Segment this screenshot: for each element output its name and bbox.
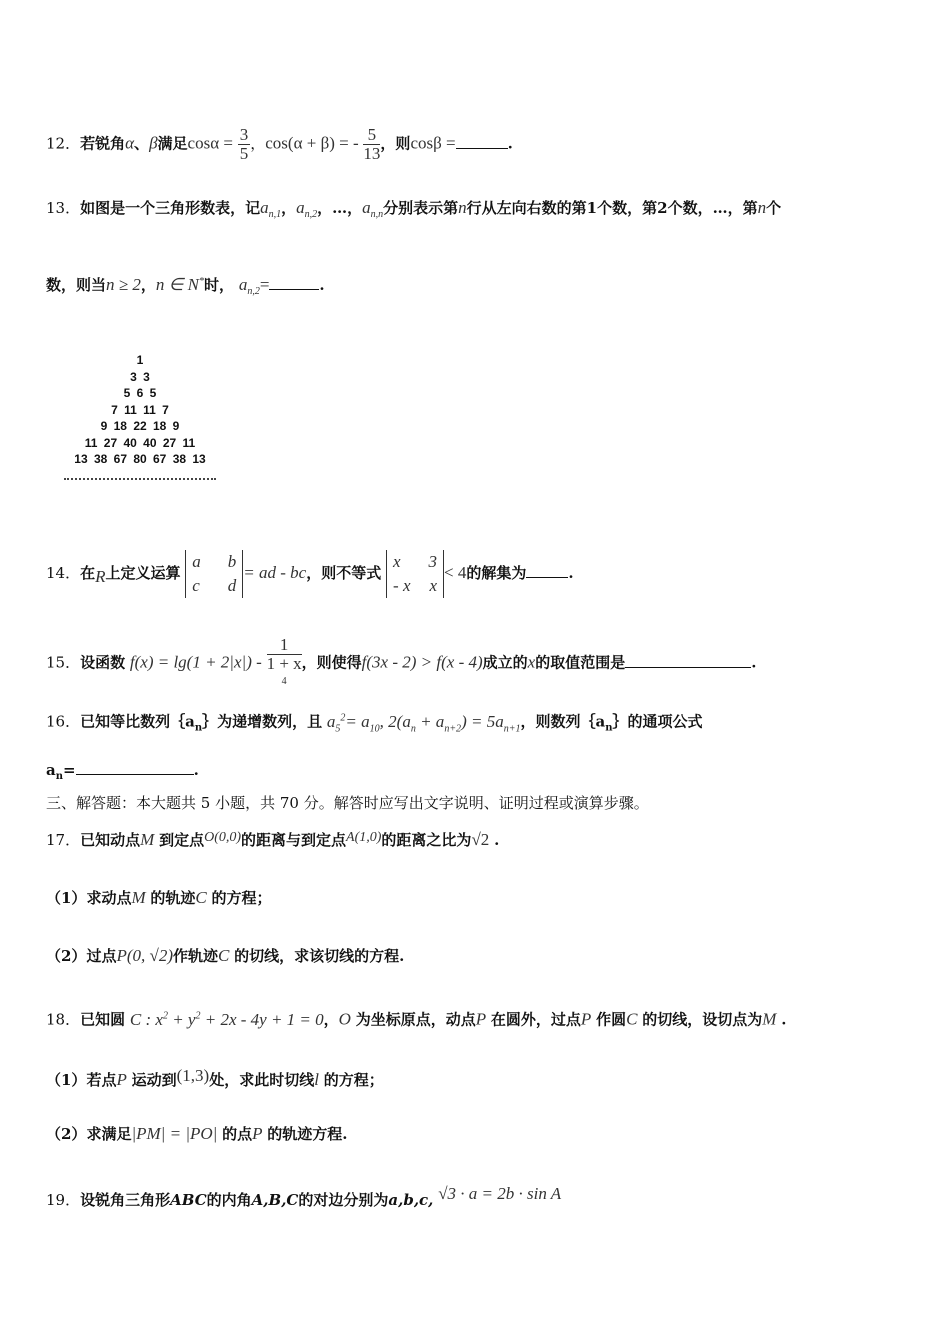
question-16: 16．已知等比数列$\{a_n\}$为递增数列，且 $a_5^2= a_{10}$, $2(a_n + a_{n+2}) = 5a_{n+1}$，则数列$\{a_n\}$的通项公式 [46,711,703,735]
question-18-part-2: （2）求满足|PM| = |PO| 的点P 的轨迹方程. [46,1124,348,1143]
question-19: 19．设锐角三角形ABC的内角A,B,C的对边分别为a,b,c, √3 · a = 2b · sin A [46,1184,562,1209]
question-17: 17．已知动点M 到定点O(0,0)的距离与到定点A(1,0)的距离之比为√2 . [46,830,500,849]
fraction-1-over-1-plus-x4: 1 1 + x 4 [266,635,302,687]
triangle-row: 5 6 5 [123,386,157,400]
question-17-part-2: （2）过点P(0, √2)作轨迹C 的切线，求该切线的方程. [46,946,405,965]
question-12: 12．若锐角α、β满足cosα = $\frac{3}{5}$ ，cos(α + β) = - $\frac{5}{13}$ ，则cosβ = . [46,125,513,163]
question-13: 13．如图是一个三角形数表，记$a_{n,1}$，$a_{n,2}$，…，$a_{n,n}$分别表示第n行从左向右数的第1个数，第2个数，…，第n个 [46,198,782,220]
fraction-5-13: $\frac{5}{13}$ [363,125,381,163]
answer-blank[interactable] [456,134,508,149]
question-17-part-1: （1）求动点M 的轨迹C 的方程； [46,888,272,907]
triangle-row: 13 38 67 80 67 38 13 [74,452,206,466]
question-15: 15．设函数 f(x) = lg(1 + 2|x|) - 1 1 + x 4 ，则使得f(3x - 2) > f(x - 4)成立的x的取值范围是 . [46,636,756,691]
triangle-row: 7 11 11 7 [111,402,169,417]
section-3-heading: 三、解答题：本大题共 5 小题，共 70 分。解答时应写出文字说明、证明过程或演算步骤。 [46,794,649,812]
triangle-row: 9 18 22 18 9 [100,419,180,433]
question-14: 14．在R上定义运算 a b c d = ad - bc，则不等式 x 3 - x x < 4的解集为 . [46,550,574,598]
question-18: 18．已知圆 C : $x^2 + y^2 + 2x - 4y + 1 = 0$，O 为坐标原点，动点P 在圆外，过点P 作圆C 的切线，设切点为M . [46,1009,787,1029]
determinant-abcd: a b c d [185,550,243,598]
triangle-continuation-dots [64,478,216,480]
question-13-line-2: 数，则当n ≥ 2，n ∈ N*时， $a_{n,2}=$ . [46,275,325,297]
answer-blank[interactable] [269,275,319,290]
triangle-row: 11 27 40 40 27 11 [84,435,196,450]
answer-blank[interactable] [76,760,194,775]
number-triangle-figure [60,352,220,468]
question-16-line-2: $a_n=$ . [46,761,199,782]
triangle-row: 3 3 [130,369,150,384]
determinant-x: x 3 - x x [386,550,444,598]
triangle-row: 1 [136,353,144,367]
answer-blank[interactable] [625,653,751,668]
question-18-part-1: （1）若点P 运动到(1,3)处，求此时切线l 的方程； [46,1066,384,1089]
fraction-3-5: $\frac{3}{5}$ [239,125,249,163]
answer-blank[interactable] [526,563,568,578]
